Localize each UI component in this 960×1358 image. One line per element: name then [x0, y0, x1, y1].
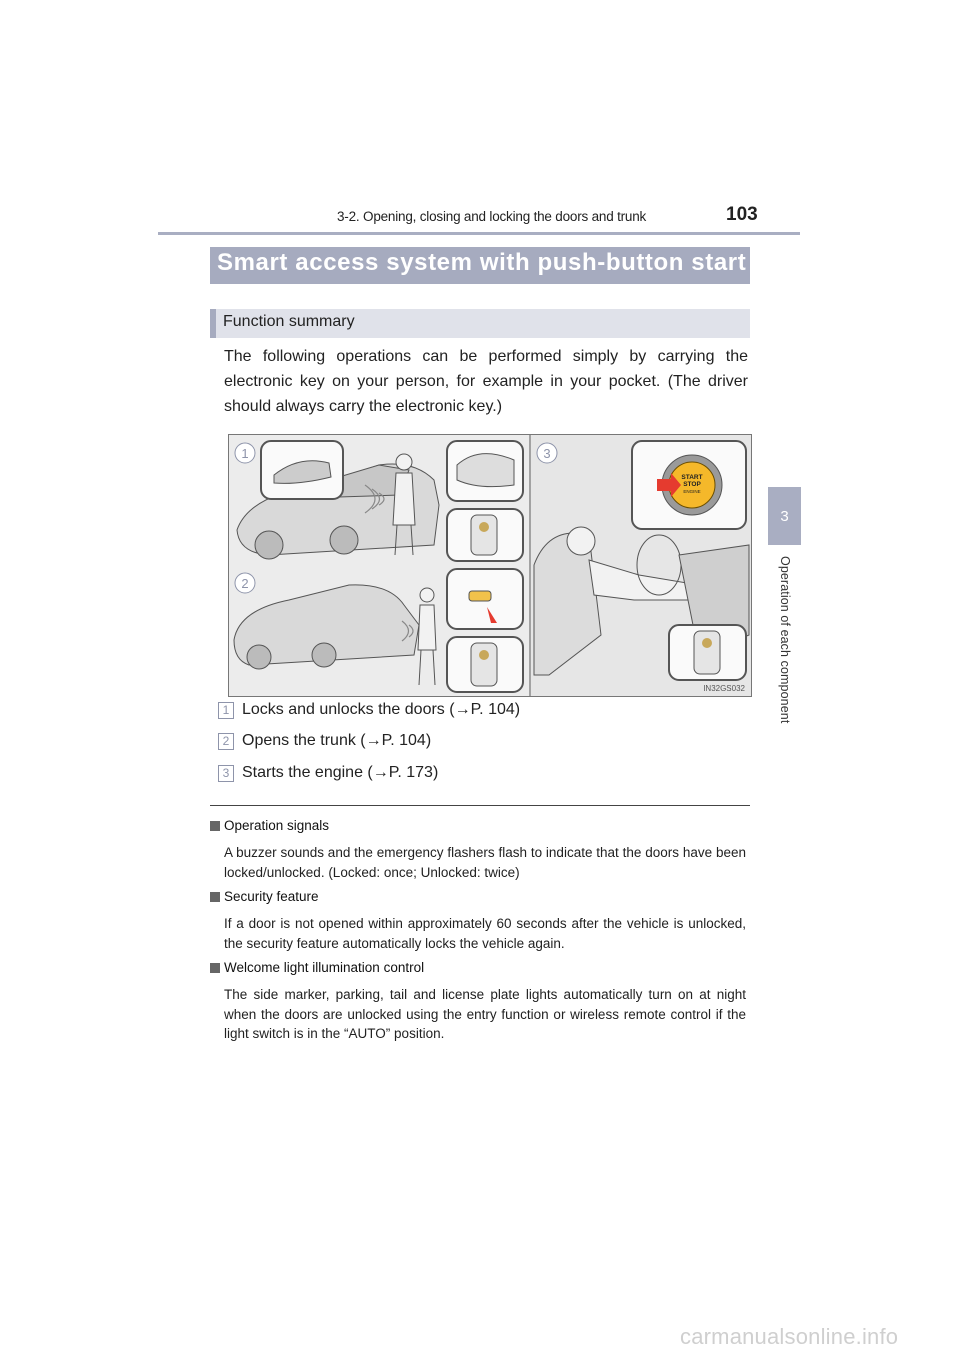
intro-paragraph: The following operations can be performed simply by carrying the electronic key on your person, for example in your pocket. (The driver should always carry the electronic key.)	[224, 348, 748, 415]
note-heading-text: Welcome light illumination control	[224, 960, 425, 975]
note-body: If a door is not opened within approximately 60 seconds after the vehicle is unlocked, the security feature automatically locks the vehicle again.	[224, 916, 746, 951]
note-heading-text: Operation signals	[224, 818, 330, 833]
list-item	[218, 698, 520, 722]
bullet-square-icon	[210, 821, 220, 831]
key-fob-icon-2	[471, 643, 497, 686]
header-rule	[158, 232, 800, 235]
notes-divider	[210, 805, 750, 806]
note-body: A buzzer sounds and the emergency flashers flash to indicate that the doors have been locked/unlocked. (Locked: once; Unlocked: twice)	[224, 845, 746, 880]
trunk-button-icon	[469, 591, 491, 601]
chapter-tab: 3	[768, 487, 801, 545]
hand-icon	[457, 454, 514, 487]
list-number: 1	[218, 702, 234, 719]
list-item	[218, 729, 431, 753]
key-logo-icon-3	[702, 638, 712, 648]
key-logo-icon-2	[479, 650, 489, 660]
note-heading	[210, 889, 319, 904]
subtitle-bar	[210, 309, 750, 338]
callout-3: 3	[543, 446, 551, 461]
list-text: Locks and unlocks the doors (→P. 104)	[242, 701, 521, 718]
page-number: 103	[726, 204, 758, 225]
watermark: carmanualsonline.info	[680, 1324, 899, 1349]
illustration-svg	[229, 435, 751, 696]
key-fob-icon-3	[694, 631, 720, 674]
key-logo-icon	[479, 522, 489, 532]
title-bar	[210, 247, 750, 284]
section-path: 3-2. Opening, closing and locking the doors and trunk	[337, 209, 647, 224]
button-label-2: STOP	[683, 481, 701, 488]
list-item	[218, 761, 438, 785]
button-label-3: ENGINE	[683, 489, 701, 494]
list-number: 3	[218, 765, 234, 782]
bullet-square-icon	[210, 963, 220, 973]
note-heading	[210, 818, 329, 833]
list-text: Starts the engine (→P. 173)	[242, 764, 439, 781]
callout-2: 2	[241, 576, 249, 591]
note-heading-text: Security feature	[224, 889, 319, 904]
chapter-label: Operation of each component	[778, 556, 792, 724]
note-body: The side marker, parking, tail and license plate lights automatically turn on at night when the doors are unlocked using the entry function or wireless remote control if the light switch is in the “AUTO” position.	[224, 987, 746, 1041]
callout-1: 1	[241, 446, 249, 461]
page-title: Smart access system with push-button start	[217, 249, 747, 276]
button-label-1: START	[681, 474, 703, 481]
note-heading	[210, 960, 424, 975]
key-fob-icon	[471, 515, 497, 555]
list-number: 2	[218, 733, 234, 750]
smart-access-illustration	[228, 434, 752, 697]
subtitle-accent	[210, 309, 216, 338]
list-text: Opens the trunk (→P. 104)	[242, 732, 432, 749]
subtitle: Function summary	[223, 313, 355, 330]
bullet-square-icon	[210, 892, 220, 902]
figure-code: IN32GS032	[703, 684, 745, 693]
